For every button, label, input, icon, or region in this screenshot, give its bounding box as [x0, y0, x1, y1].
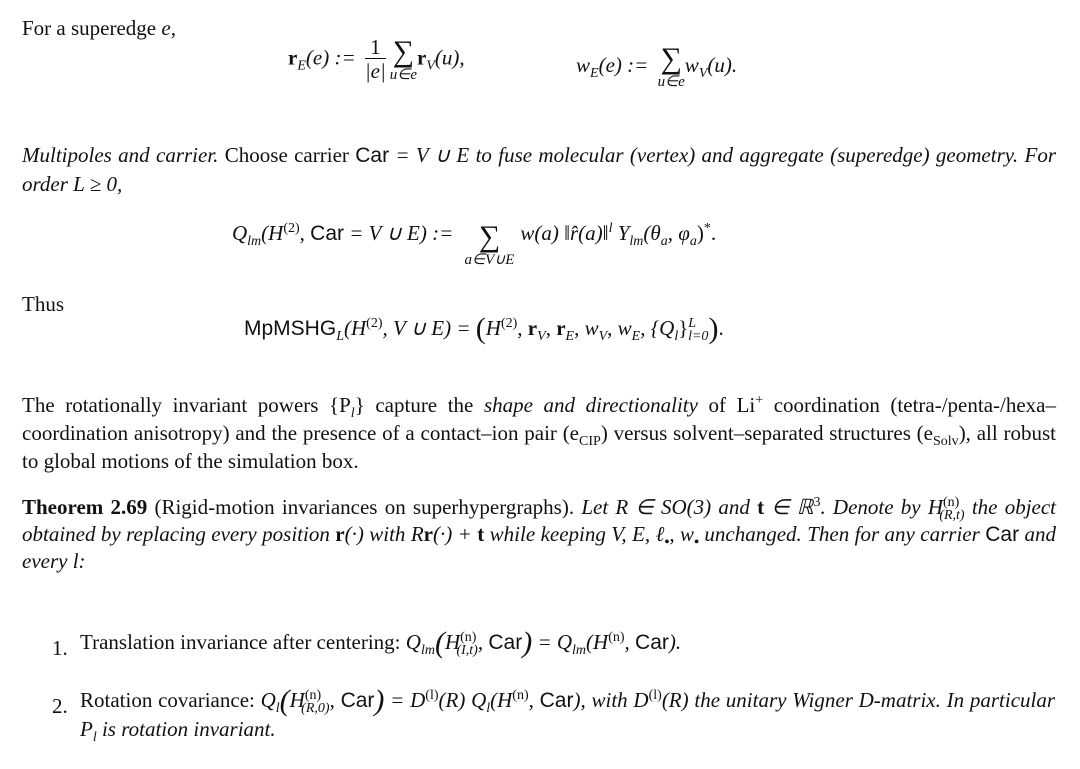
equation-r-w-superedge: $r_E(e)$ := $\frac{1}{|e|}$ ∑ u∈e $r_V(u)$, — [288, 34, 465, 83]
intro-line — [22, 14, 176, 42]
intro-var: e — [161, 16, 171, 40]
powers-paragraph: The rotationally invariant powers $\{P_l\}$ capture the shape and directionality of Li+ coordination (tetra-/penta-/hexa–coordination anisotropy) and the presence of a contact–ion pair $(e_{CIP})$ versus solvent–separated structures $(e_{Solv})$, all robust to global motions of the simulation box. — [22, 393, 1057, 473]
fraction: $\frac{1}{|e|}$ — [364, 35, 386, 83]
intro-tail: , — [170, 16, 176, 40]
list-item-number: 1. — [52, 636, 68, 660]
paragraph-heading: Multipoles and carrier. — [22, 143, 219, 167]
list-item-translation: Translation invariance after centering: $Q_{lm}(H^{(n)}_{(I,t)}$, $Car) = Q_{lm}(H^{(n)}$, Car). — [80, 626, 682, 659]
sum-symbol: ∑ u∈e — [389, 34, 417, 83]
equation-w-superedge: $w_E(e)$ := ∑ u∈e $w_V(u)$. — [576, 42, 738, 90]
thus-label: Thus — [22, 292, 64, 316]
list-item-number: 2. — [52, 694, 68, 718]
theorem-label: Theorem 2.69 — [22, 495, 148, 519]
theorem-2-69: Theorem 2.69 (Rigid-motion invariances on superhypergraphs). Let R ∈ SO(3) and t ∈ ℝ$^3$. Denote by $H^{(n)}_{(R,t)}$ the object obtained by replacing every position r(·) with Rr(·) + t while keeping V, E, ℓ$_•$, $w_•$ unchanged. Then for any carrier Car and every l: — [22, 495, 1057, 573]
list-item-rotation: Rotation covariance: $Q_l(H^{(n)}_{(R,0)}$, $Car) = D^{(l)}(R)$ $Q_l(H^{(n)}$, Car), with $D^{(l)}(R)$ the unitary Wigner D-matrix. In particular $P_l$ is rotation invariant. — [80, 684, 1056, 746]
multipoles-paragraph: Multipoles and carrier. Choose carrier Car = V ∪ E to fuse molecular (vertex) and aggregate (superedge) geometry. For order L ≥ 0, — [22, 143, 1056, 196]
intro-text: For a superedge — [22, 16, 162, 40]
equation-mpmshg: $MpMSHG_L(H^{(2)}$, V ∪ $E) = (H^{(2)}$, $r_V$, $r_E$, $w_V$, $w_E$, $\{Q_l\}^L_{l=0}$). — [244, 312, 724, 345]
theorem-title: (Rigid-motion invariances on superhypergraphs). — [147, 495, 575, 519]
sum-symbol: ∑ a∈V∪E — [464, 220, 515, 268]
equation-multipole-Q: $Q_{lm}(H^{(2)}$, Car = V ∪ E) := ∑ a∈V∪E w(a) ‖r̂(a)‖$^l$ $Y_{lm}(\theta_a$, $\varphi_a)^*$. — [232, 220, 717, 268]
sum-symbol: ∑ u∈e — [657, 42, 685, 90]
